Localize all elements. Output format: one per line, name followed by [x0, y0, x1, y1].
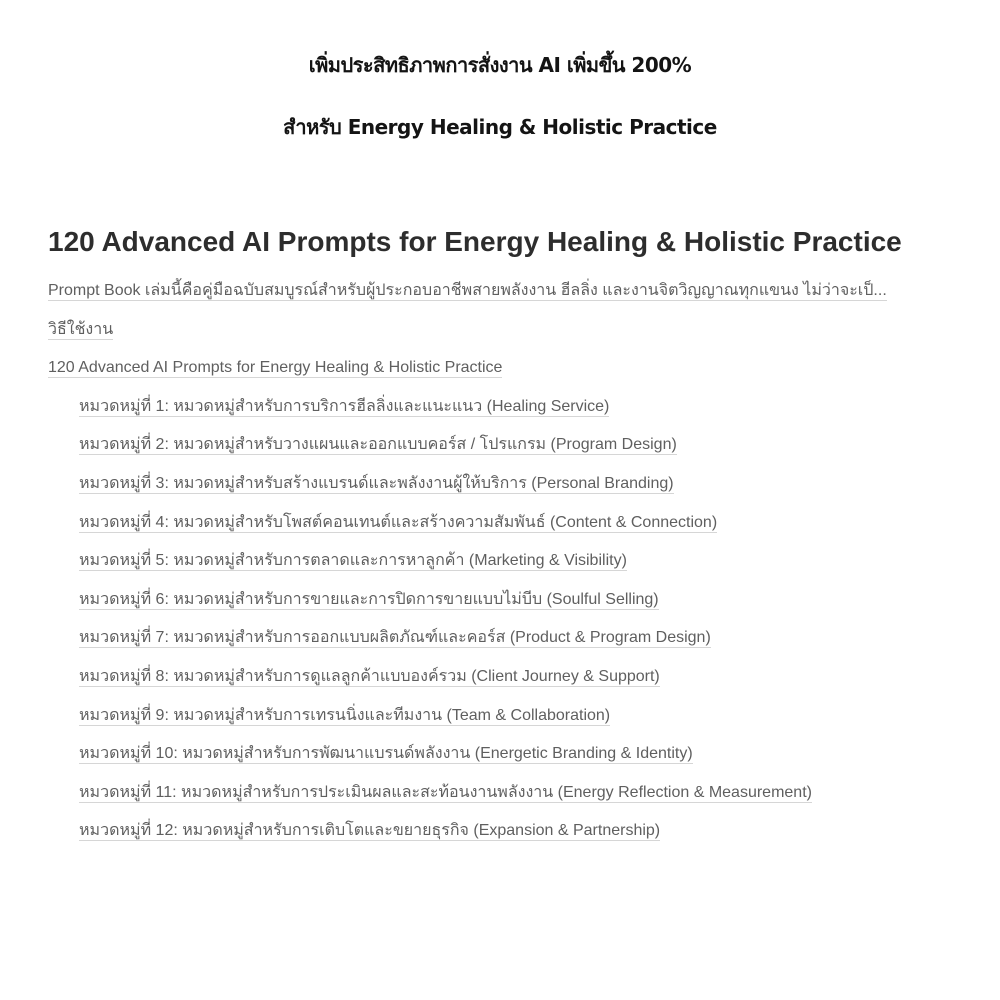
toc-link-category-8[interactable]: หมวดหมู่ที่ 8: หมวดหมู่สำหรับการดูแลลูกค้าแบบองค์รวม (Client Journey & Support) — [79, 667, 660, 685]
toc-link-category-12[interactable]: หมวดหมู่ที่ 12: หมวดหมู่สำหรับการเติบโตและขยายธุรกิจ (Expansion & Partnership) — [79, 822, 661, 840]
toc-link-category-6[interactable]: หมวดหมู่ที่ 6: หมวดหมู่สำหรับการขายและการปิดการขายแบบไม่บีบ (Soulful Selling) — [79, 590, 659, 608]
toc-link-category-1[interactable]: หมวดหมู่ที่ 1: หมวดหมู่สำหรับการบริการฮีลลิ่งและแนะแนว (Healing Service) — [79, 397, 610, 415]
toc-item-category-8 — [48, 663, 958, 702]
toc-link-category-11[interactable]: หมวดหมู่ที่ 11: หมวดหมู่สำหรับการประเมินผลและสะท้อนงานพลังงาน (Energy Reflection & Measurement) — [79, 783, 812, 801]
toc-item-intro — [48, 277, 948, 316]
promo-banner — [0, 34, 1000, 158]
toc-item-category-7 — [48, 624, 958, 663]
toc-link-category-3[interactable]: หมวดหมู่ที่ 3: หมวดหมู่สำหรับสร้างแบรนด์และพลังงานผู้ให้บริการ (Personal Branding) — [79, 474, 674, 492]
toc-item-category-11 — [48, 779, 958, 818]
toc-item-category-2 — [48, 431, 958, 470]
banner-headline: เพิ่มประสิทธิภาพการสั่งงาน AI เพิ่มขึ้น 200% — [308, 53, 692, 77]
page-title: 120 Advanced AI Prompts for Energy Healing & Holistic Practice — [48, 226, 902, 257]
toc-item-category-1 — [48, 393, 958, 432]
toc-item-category-9 — [48, 702, 958, 741]
toc-item-category-12 — [48, 817, 958, 856]
toc-item-category-10 — [48, 740, 958, 779]
banner-subheadline: สำหรับ Energy Healing & Holistic Practice — [283, 115, 717, 139]
toc-item-category-6 — [48, 586, 958, 625]
toc-link-intro[interactable]: Prompt Book เล่มนี้คือคู่มือฉบับสมบูรณ์สำหรับผู้ประกอบอาชีพสายพลังงาน ฮีลลิ่ง และงานจิตวิญญาณทุกแขนง ไม่ว่าจะเป็... — [48, 282, 887, 299]
toc-link-prompts-section[interactable]: 120 Advanced AI Prompts for Energy Healing & Holistic Practice — [48, 359, 503, 377]
toc-link-category-7[interactable]: หมวดหมู่ที่ 7: หมวดหมู่สำหรับการออกแบบผลิตภัณฑ์และคอร์ส (Product & Program Design) — [79, 629, 711, 647]
toc-link-category-9[interactable]: หมวดหมู่ที่ 9: หมวดหมู่สำหรับการเทรนนิ่งและทีมงาน (Team & Collaboration) — [79, 706, 611, 724]
toc-item-how-to-use — [48, 316, 958, 355]
document-page — [48, 222, 958, 856]
toc-item-prompts-section — [48, 354, 958, 393]
toc-item-category-3 — [48, 470, 958, 509]
toc-item-category-4 — [48, 509, 958, 548]
table-of-contents — [48, 277, 958, 856]
toc-link-category-5[interactable]: หมวดหมู่ที่ 5: หมวดหมู่สำหรับการตลาดและการหาลูกค้า (Marketing & Visibility) — [79, 552, 627, 570]
toc-link-category-2[interactable]: หมวดหมู่ที่ 2: หมวดหมู่สำหรับวางแผนและออกแบบคอร์ส / โปรแกรม (Program Design) — [79, 436, 677, 454]
toc-link-category-4[interactable]: หมวดหมู่ที่ 4: หมวดหมู่สำหรับโพสต์คอนเทนต์และสร้างความสัมพันธ์ (Content & Connection) — [79, 513, 718, 531]
toc-link-how-to-use[interactable]: วิธีใช้งาน — [48, 320, 114, 338]
toc-item-category-5 — [48, 547, 958, 586]
toc-link-category-10[interactable]: หมวดหมู่ที่ 10: หมวดหมู่สำหรับการพัฒนาแบรนด์พลังงาน (Energetic Branding & Identity) — [79, 745, 693, 763]
